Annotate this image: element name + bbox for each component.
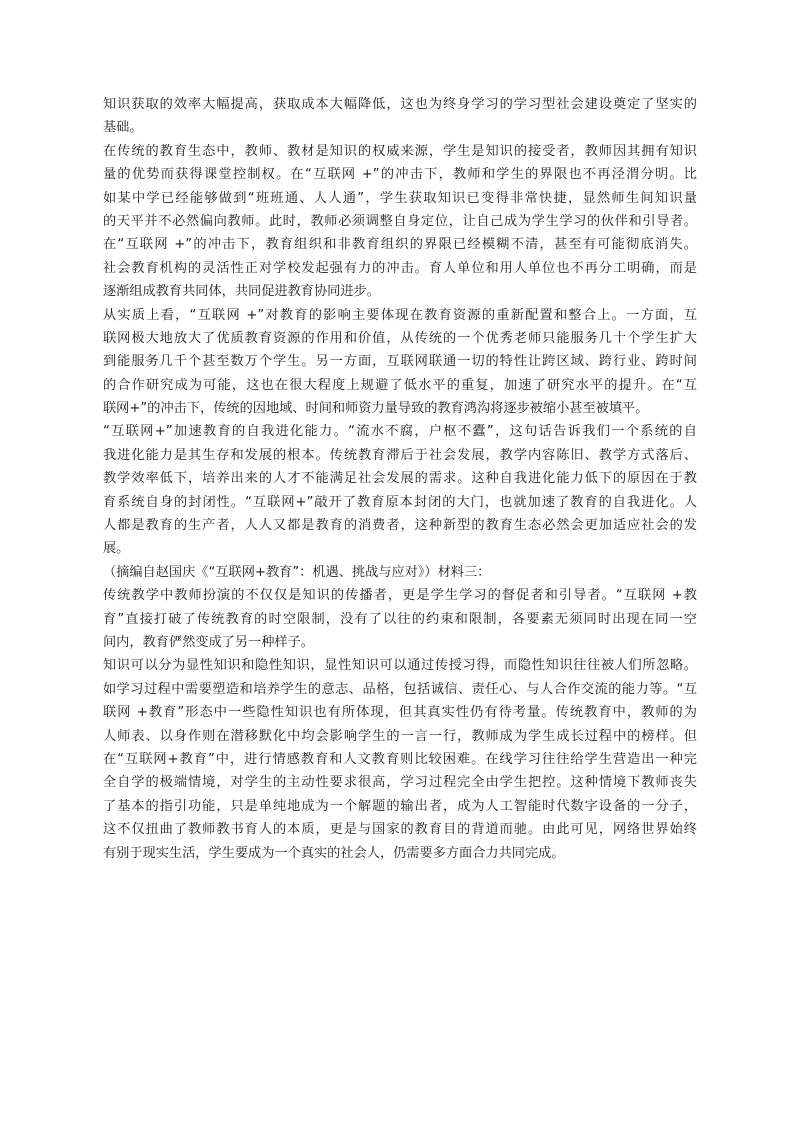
text-line: 人都是教育的生产者，人人又都是教育的消费者，这种新型的教育生态必然会更加适应社会的发 xyxy=(103,518,697,534)
text-line: 知识可以分为显性知识和隐性知识，显性知识可以通过传授习得，而隐性知识往往被人们所忽略。 xyxy=(103,658,697,674)
text-line: 如某中学已经能够做到“班班通、人人通”，学生获取知识已变得非常快捷，显然师生间知识量 xyxy=(103,190,697,206)
text-line: 在“互联网 +”的冲击下，教育组织和非教育组织的界限已经模糊不清，甚至有可能彻底消失。 xyxy=(103,237,697,253)
text-line: 我进化能力是其生存和发展的根本。传统教育滞后于社会发展，教学内容陈旧、教学方式落后、 xyxy=(103,447,697,463)
text-line: 育系统自身的封闭性。“互联网+”敲开了教育原本封闭的大门，也就加速了教育的自我进化。人 xyxy=(103,494,697,510)
text-line: “互联网+”加速教育的自我进化能力。“流水不腐，户枢不蠹”，这句话告诉我们一个系统的自 xyxy=(103,424,697,440)
text-line: 如学习过程中需要塑造和培养学生的意志、品格，包括诚信、责任心、与人合作交流的能力等。“互 xyxy=(103,681,697,697)
text-line: 的天平并不必然偏向教师。此时，教师必须调整自身定位，让自己成为学生学习的伙伴和引导者。 xyxy=(103,213,697,229)
text-line: 育”直接打破了传统教育的时空限制，没有了以往的约束和限制，各要素无须同时出现在同一空 xyxy=(103,611,697,627)
document-body xyxy=(103,93,697,865)
text-line: 全自学的极端情境，对学生的主动性要求很高，学习过程完全由学生把控。这种情境下教师丧失 xyxy=(103,775,697,791)
text-line: 社会教育机构的灵活性正对学校发起强有力的冲击。育人单位和用人单位也不再分工明确，而是 xyxy=(103,260,697,276)
text-line: 联网+”的冲击下，传统的因地域、时间和师资力量导致的教育鸿沟将逐步被缩小甚至被填平。 xyxy=(103,401,649,417)
text-line: 量的优势而获得课堂控制权。在“互联网 +”的冲击下，教师和学生的界限也不再泾渭分明。比 xyxy=(103,167,697,183)
text-line: 在传统的教育生态中，教师、教材是知识的权威来源，学生是知识的接受者，教师因其拥有知识 xyxy=(103,143,697,159)
text-line: 到能服务几千个甚至数万个学生。另一方面，互联网联通一切的特性让跨区域、跨行业、跨时间 xyxy=(103,354,697,370)
text-line: 知识获取的效率大幅提高，获取成本大幅降低，这也为终身学习的学习型社会建设奠定了坚实的 xyxy=(103,97,697,112)
text-line: （摘编自赵国庆《“互联网+教育”：机遇、挑战与应对》）材料三： xyxy=(103,564,491,580)
text-line: 人师表、以身作则在潜移默化中均会影响学生的一言一行，教师成为学生成长过程中的榜样。但 xyxy=(103,728,697,744)
text-line: 在“互联网+教育”中，进行情感教育和人文教育则比较困难。在线学习往往给学生营造出一种完 xyxy=(103,751,697,767)
text-line: 展。 xyxy=(103,541,130,557)
text-line: 联网极大地放大了优质教育资源的作用和价值，从传统的一个优秀老师只能服务几十个学生扩大 xyxy=(103,330,697,346)
text-line: 这不仅扭曲了教师教书育人的本质，更是与国家的教育目的背道而驰。由此可见，网络世界始终 xyxy=(103,822,697,838)
text-line: 逐渐组成教育共同体，共同促进教育协同进步。 xyxy=(103,284,380,300)
text-line: 教学效率低下，培养出来的人才不能满足社会发展的需求。这种自我进化能力低下的原因在于教 xyxy=(103,471,697,487)
text-line: 从实质上看，“互联网 +”对教育的影响主要体现在教育资源的重新配置和整合上。一方面，互 xyxy=(103,307,697,323)
text-line: 间内，教育俨然变成了另一种样子。 xyxy=(103,634,314,650)
text-line: 了基本的指引功能，只是单纯地成为一个解题的输出者，成为人工智能时代数字设备的一分子， xyxy=(103,798,697,814)
text-line: 传统教学中教师扮演的不仅仅是知识的传播者，更是学生学习的督促者和引导者。“互联网 +教 xyxy=(103,588,697,604)
text-line: 基础。 xyxy=(103,120,143,136)
text-line: 有别于现实生活，学生要成为一个真实的社会人，仍需要多方面合力共同完成。 xyxy=(103,845,565,861)
text-line: 联网 +教育”形态中一些隐性知识也有所体现，但其真实性仍有待考量。传统教育中，教师的为 xyxy=(103,705,697,721)
text-line: 的合作研究成为可能，这也在很大程度上规避了低水平的重复，加速了研究水平的提升。在“互 xyxy=(103,377,697,393)
